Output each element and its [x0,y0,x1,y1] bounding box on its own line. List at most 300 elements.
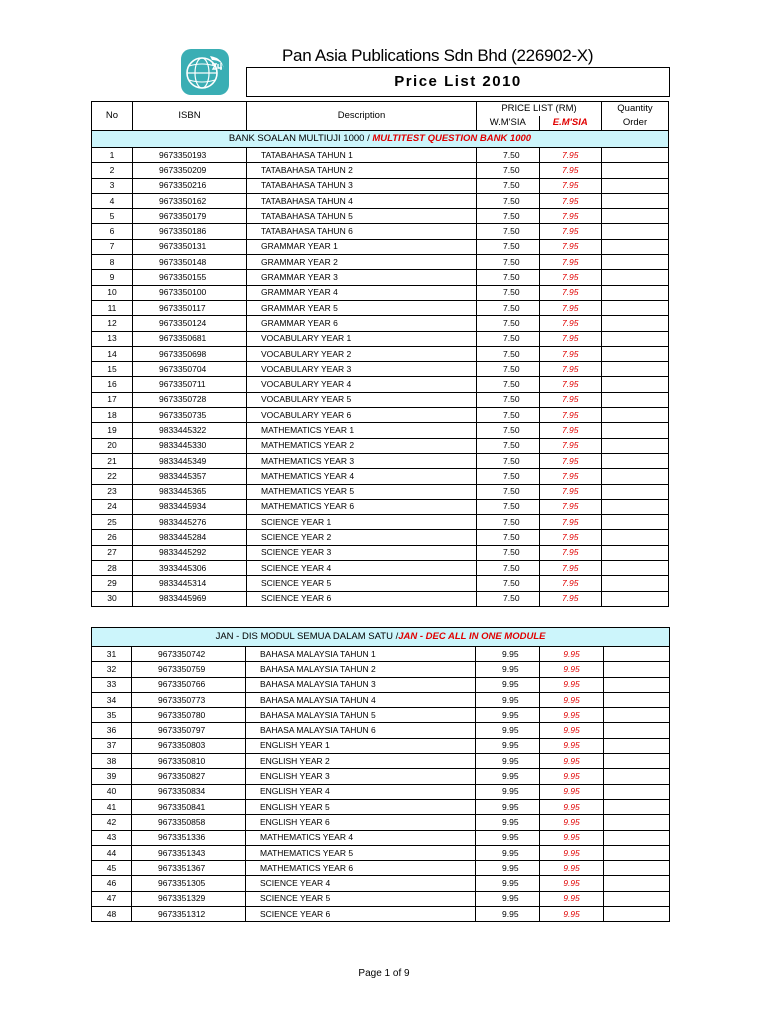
table-row [92,591,669,606]
table-row [92,561,669,576]
row-price-wmsia: 7.50 [477,499,540,514]
row-description: SCIENCE YEAR 3 [247,545,477,560]
table-row [92,255,669,270]
row-description: GRAMMAR YEAR 6 [247,316,477,331]
row-quantity-order[interactable] [602,591,669,606]
row-isbn: 9673350810 [132,754,246,769]
row-price-wmsia: 9.95 [476,876,540,891]
col-header-isbn: ISBN [133,102,247,131]
row-price-wmsia: 7.50 [477,300,540,315]
row-description: VOCABULARY YEAR 5 [247,392,477,407]
table-row [92,891,670,906]
row-price-wmsia: 7.50 [477,163,540,178]
table-row [92,861,670,876]
row-price-emsia: 9.95 [540,830,604,845]
row-price-wmsia: 7.50 [477,515,540,530]
row-description: VOCABULARY YEAR 3 [247,362,477,377]
row-quantity-order[interactable] [604,845,670,860]
row-price-wmsia: 7.50 [477,255,540,270]
table-row [92,576,669,591]
row-no: 26 [92,530,133,545]
row-isbn: 9673350162 [133,193,247,208]
row-description: ENGLISH YEAR 4 [246,784,476,799]
row-description: VOCABULARY YEAR 4 [247,377,477,392]
table-row [92,270,669,285]
row-price-emsia: 7.95 [539,545,602,560]
row-price-emsia: 9.95 [540,861,604,876]
row-no: 11 [92,300,133,315]
row-quantity-order[interactable] [602,178,669,193]
row-isbn: 9673350841 [132,799,246,814]
row-isbn: 9673350155 [133,270,247,285]
row-price-emsia: 7.95 [539,239,602,254]
row-isbn: 9673351343 [132,845,246,860]
table-row [92,453,669,468]
row-price-emsia: 9.95 [540,784,604,799]
row-isbn: 9833445349 [133,453,247,468]
row-price-emsia: 9.95 [540,738,604,753]
row-quantity-order[interactable] [604,723,670,738]
row-no: 31 [92,647,132,662]
row-quantity-order[interactable] [604,891,670,906]
row-quantity-order[interactable] [604,738,670,753]
row-no: 30 [92,591,133,606]
row-quantity-order[interactable] [602,346,669,361]
row-isbn: 9673350735 [133,408,247,423]
row-price-wmsia: 9.95 [476,907,540,922]
row-price-emsia: 7.95 [539,209,602,224]
row-quantity-order[interactable] [602,193,669,208]
row-no: 16 [92,377,133,392]
table-row [92,647,670,662]
row-price-emsia: 7.95 [539,300,602,315]
row-quantity-order[interactable] [602,377,669,392]
row-description: ENGLISH YEAR 6 [246,815,476,830]
table-row [92,769,670,784]
row-quantity-order[interactable] [604,876,670,891]
table-row [92,392,669,407]
row-price-emsia: 7.95 [539,530,602,545]
row-price-wmsia: 7.50 [477,408,540,423]
row-price-wmsia: 7.50 [477,392,540,407]
row-isbn: 9673351305 [132,876,246,891]
row-price-emsia: 7.95 [539,515,602,530]
row-quantity-order[interactable] [604,769,670,784]
row-no: 4 [92,193,133,208]
row-quantity-order[interactable] [604,754,670,769]
row-price-emsia: 9.95 [540,662,604,677]
row-description: MATHEMATICS YEAR 4 [247,469,477,484]
row-no: 48 [92,907,132,922]
row-no: 35 [92,708,132,723]
row-description: MATHEMATICS YEAR 4 [246,830,476,845]
row-price-emsia: 7.95 [539,362,602,377]
row-price-emsia: 9.95 [540,815,604,830]
row-price-emsia: 7.95 [539,469,602,484]
row-price-emsia: 7.95 [539,178,602,193]
table-row [92,876,670,891]
row-description: BAHASA MALAYSIA TAHUN 5 [246,708,476,723]
row-quantity-order[interactable] [602,530,669,545]
row-description: MATHEMATICS YEAR 5 [247,484,477,499]
row-no: 34 [92,692,132,707]
row-quantity-order[interactable] [602,438,669,453]
row-isbn: 9673350698 [133,346,247,361]
table-row [92,331,669,346]
row-no: 37 [92,738,132,753]
row-no: 13 [92,331,133,346]
table-row [92,423,669,438]
row-price-emsia: 9.95 [540,692,604,707]
row-description: SCIENCE YEAR 6 [246,907,476,922]
row-quantity-order[interactable] [602,408,669,423]
row-price-emsia: 7.95 [539,270,602,285]
col-header-price-list: PRICE LIST (RM) [477,102,602,117]
row-price-emsia: 7.95 [539,255,602,270]
row-price-emsia: 7.95 [539,377,602,392]
row-quantity-order[interactable] [604,677,670,692]
table-row [92,224,669,239]
col-header-order: Order [602,116,669,131]
row-price-wmsia: 9.95 [476,784,540,799]
section-title-plain: BANK SOALAN MULTIUJI 1000 / [228,133,373,144]
row-description: BAHASA MALAYSIA TAHUN 3 [246,677,476,692]
row-isbn: 9673350131 [133,239,247,254]
row-no: 7 [92,239,133,254]
row-isbn: 9673350124 [133,316,247,331]
company-name: Pan Asia Publications Sdn Bhd (226902-X) [282,46,594,65]
row-no: 28 [92,561,133,576]
row-description: MATHEMATICS YEAR 6 [246,861,476,876]
row-isbn: 9833445357 [133,469,247,484]
row-price-wmsia: 7.50 [477,438,540,453]
row-quantity-order[interactable] [604,907,670,922]
row-quantity-order[interactable] [604,799,670,814]
row-isbn: 9673350179 [133,209,247,224]
row-no: 21 [92,453,133,468]
row-description: ENGLISH YEAR 3 [246,769,476,784]
row-quantity-order[interactable] [604,662,670,677]
row-quantity-order[interactable] [602,484,669,499]
row-quantity-order[interactable] [604,815,670,830]
row-isbn: 9673350209 [133,163,247,178]
row-price-wmsia: 9.95 [476,845,540,860]
row-no: 10 [92,285,133,300]
row-description: BAHASA MALAYSIA TAHUN 1 [246,647,476,662]
row-price-wmsia: 9.95 [476,891,540,906]
row-price-wmsia: 7.50 [477,346,540,361]
page-title: Price List 2010 [246,67,670,97]
table-row [92,362,669,377]
col-header-wmsia: W.M'SIA [477,116,540,131]
row-no: 45 [92,861,132,876]
row-quantity-order[interactable] [602,255,669,270]
row-no: 39 [92,769,132,784]
row-price-wmsia: 7.50 [477,362,540,377]
row-description: MATHEMATICS YEAR 3 [247,453,477,468]
table-row [92,907,670,922]
row-isbn: 9833445292 [133,545,247,560]
table-row [92,799,670,814]
row-description: TATABAHASA TAHUN 2 [247,163,477,178]
table-row [92,148,669,163]
row-price-wmsia: 7.50 [477,469,540,484]
row-price-emsia: 7.95 [539,331,602,346]
row-price-wmsia: 7.50 [477,561,540,576]
row-price-wmsia: 9.95 [476,815,540,830]
row-isbn: 9673350100 [133,285,247,300]
row-no: 17 [92,392,133,407]
table-row [92,845,670,860]
row-description: TATABAHASA TAHUN 3 [247,178,477,193]
row-price-wmsia: 7.50 [477,209,540,224]
row-price-emsia: 9.95 [540,647,604,662]
row-price-emsia: 9.95 [540,845,604,860]
row-quantity-order[interactable] [602,469,669,484]
row-description: GRAMMAR YEAR 3 [247,270,477,285]
row-no: 27 [92,545,133,560]
row-price-emsia: 7.95 [539,453,602,468]
table-row [92,499,669,514]
row-price-wmsia: 7.50 [477,239,540,254]
row-price-emsia: 7.95 [539,561,602,576]
row-quantity-order[interactable] [602,561,669,576]
row-isbn: 9673350759 [132,662,246,677]
row-isbn: 9833445314 [133,576,247,591]
section-header [92,628,670,647]
row-price-wmsia: 7.50 [477,224,540,239]
table-row [92,723,670,738]
row-quantity-order[interactable] [604,708,670,723]
row-price-emsia: 7.95 [539,438,602,453]
row-price-wmsia: 7.50 [477,453,540,468]
row-price-emsia: 7.95 [539,499,602,514]
row-price-wmsia: 7.50 [477,178,540,193]
row-isbn: 9673350773 [132,692,246,707]
row-description: GRAMMAR YEAR 1 [247,239,477,254]
row-description: GRAMMAR YEAR 2 [247,255,477,270]
row-quantity-order[interactable] [604,830,670,845]
row-quantity-order[interactable] [602,224,669,239]
row-isbn: 9673351312 [132,907,246,922]
row-description: SCIENCE YEAR 6 [247,591,477,606]
table-row [92,285,669,300]
row-no: 3 [92,178,133,193]
company-logo [180,48,230,96]
row-isbn: 9673350216 [133,178,247,193]
row-price-emsia: 9.95 [540,708,604,723]
row-description: SCIENCE YEAR 4 [247,561,477,576]
table-row [92,209,669,224]
row-quantity-order[interactable] [602,453,669,468]
table-row [92,708,670,723]
page-number: Page 1 of 9 [358,968,410,979]
row-no: 41 [92,799,132,814]
row-isbn: 9673351336 [132,830,246,845]
row-price-wmsia: 7.50 [477,591,540,606]
table-row [92,484,669,499]
row-price-wmsia: 7.50 [477,484,540,499]
row-description: ENGLISH YEAR 2 [246,754,476,769]
row-price-emsia: 7.95 [539,163,602,178]
row-no: 44 [92,845,132,860]
row-no: 42 [92,815,132,830]
row-price-emsia: 9.95 [540,799,604,814]
row-price-emsia: 7.95 [539,224,602,239]
row-no: 32 [92,662,132,677]
row-price-emsia: 7.95 [539,316,602,331]
row-no: 2 [92,163,133,178]
row-price-wmsia: 7.50 [477,316,540,331]
row-no: 6 [92,224,133,239]
section-title-english: MULTITEST QUESTION BANK 1000 [372,133,532,144]
row-isbn: 9833445969 [133,591,247,606]
col-header-description: Description [247,102,477,131]
row-price-wmsia: 7.50 [477,193,540,208]
row-isbn: 9673350704 [133,362,247,377]
row-price-wmsia: 9.95 [476,677,540,692]
row-price-emsia: 7.95 [539,408,602,423]
row-description: VOCABULARY YEAR 1 [247,331,477,346]
row-no: 43 [92,830,132,845]
table-row [92,754,670,769]
row-price-wmsia: 9.95 [476,830,540,845]
row-description: SCIENCE YEAR 5 [246,891,476,906]
row-price-emsia: 7.95 [539,193,602,208]
row-isbn: 9833445322 [133,423,247,438]
row-quantity-order[interactable] [602,148,669,163]
row-isbn: 9673350728 [133,392,247,407]
row-quantity-order[interactable] [604,692,670,707]
row-price-emsia: 9.95 [540,876,604,891]
row-price-wmsia: 9.95 [476,861,540,876]
row-no: 47 [92,891,132,906]
col-header-emsia: E.M'SIA [539,116,602,131]
table-row [92,530,669,545]
table-row [92,692,670,707]
row-price-wmsia: 9.95 [476,769,540,784]
row-no: 38 [92,754,132,769]
table-row [92,438,669,453]
table-row [92,408,669,423]
row-isbn: 9673350858 [132,815,246,830]
table-row [92,377,669,392]
row-no: 40 [92,784,132,799]
row-description: TATABAHASA TAHUN 1 [247,148,477,163]
section-header [92,131,669,148]
row-isbn: 9673350766 [132,677,246,692]
row-description: TATABAHASA TAHUN 6 [247,224,477,239]
row-quantity-order[interactable] [602,285,669,300]
table-row [92,300,669,315]
row-description: SCIENCE YEAR 5 [247,576,477,591]
row-description: BAHASA MALAYSIA TAHUN 6 [246,723,476,738]
row-isbn: 9673350193 [133,148,247,163]
row-quantity-order[interactable] [602,515,669,530]
row-description: BAHASA MALAYSIA TAHUN 4 [246,692,476,707]
row-quantity-order[interactable] [604,647,670,662]
row-quantity-order[interactable] [602,270,669,285]
row-description: ENGLISH YEAR 5 [246,799,476,814]
row-price-wmsia: 9.95 [476,738,540,753]
row-price-wmsia: 9.95 [476,723,540,738]
table-row [92,178,669,193]
row-quantity-order[interactable] [602,545,669,560]
row-price-wmsia: 9.95 [476,708,540,723]
row-price-wmsia: 7.50 [477,377,540,392]
row-price-wmsia: 7.50 [477,270,540,285]
row-no: 18 [92,408,133,423]
row-price-wmsia: 7.50 [477,148,540,163]
row-isbn: 9673350681 [133,331,247,346]
table-row [92,662,670,677]
row-isbn: 3933445306 [133,561,247,576]
row-price-wmsia: 9.95 [476,662,540,677]
table-row [92,346,669,361]
row-quantity-order[interactable] [604,784,670,799]
row-description: TATABAHASA TAHUN 4 [247,193,477,208]
row-description: VOCABULARY YEAR 2 [247,346,477,361]
row-no: 25 [92,515,133,530]
row-price-wmsia: 7.50 [477,285,540,300]
row-no: 29 [92,576,133,591]
row-price-emsia: 9.95 [540,891,604,906]
row-isbn: 9673350827 [132,769,246,784]
row-quantity-order[interactable] [602,163,669,178]
row-no: 23 [92,484,133,499]
row-quantity-order[interactable] [602,300,669,315]
row-no: 8 [92,255,133,270]
row-isbn: 9673350186 [133,224,247,239]
row-isbn: 9673351367 [132,861,246,876]
row-isbn: 9673350711 [133,377,247,392]
row-isbn: 9673350117 [133,300,247,315]
row-no: 15 [92,362,133,377]
row-price-wmsia: 7.50 [477,530,540,545]
row-price-wmsia: 7.50 [477,545,540,560]
row-isbn: 9833445934 [133,499,247,514]
row-price-wmsia: 9.95 [476,647,540,662]
row-price-emsia: 9.95 [540,769,604,784]
col-header-no: No [92,102,133,131]
row-price-emsia: 7.95 [539,392,602,407]
row-no: 33 [92,677,132,692]
row-no: 22 [92,469,133,484]
row-quantity-order[interactable] [602,576,669,591]
row-no: 36 [92,723,132,738]
row-quantity-order[interactable] [604,861,670,876]
row-quantity-order[interactable] [602,316,669,331]
row-price-emsia: 7.95 [539,484,602,499]
row-description: ENGLISH YEAR 1 [246,738,476,753]
row-quantity-order[interactable] [602,362,669,377]
table-row [92,515,669,530]
row-price-emsia: 7.95 [539,423,602,438]
row-isbn: 9673350742 [132,647,246,662]
row-isbn: 9673350148 [133,255,247,270]
row-price-emsia: 9.95 [540,907,604,922]
row-quantity-order[interactable] [602,499,669,514]
row-quantity-order[interactable] [602,209,669,224]
row-quantity-order[interactable] [602,331,669,346]
row-no: 9 [92,270,133,285]
row-quantity-order[interactable] [602,392,669,407]
row-quantity-order[interactable] [602,239,669,254]
table-row [92,738,670,753]
row-quantity-order[interactable] [602,423,669,438]
col-header-quantity: Quantity [602,102,669,117]
row-price-emsia: 9.95 [540,677,604,692]
